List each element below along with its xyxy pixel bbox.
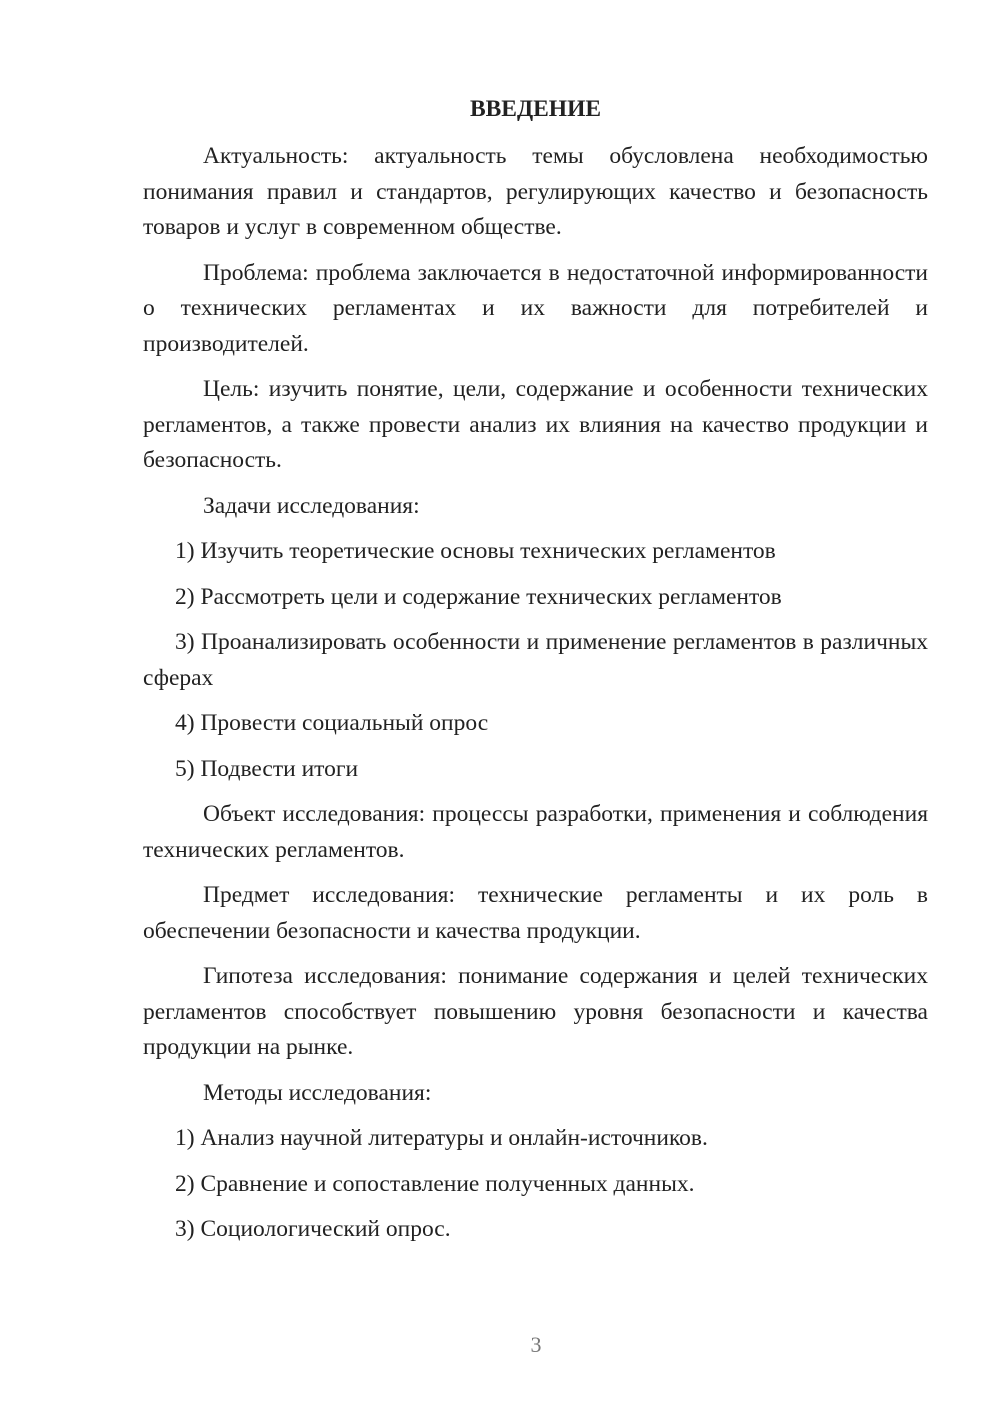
task-item-2: 2) Рассмотреть цели и содержание технических регламентов	[175, 583, 782, 610]
methods-title: Методы исследования:	[203, 1079, 432, 1106]
goal-paragraph: Цель: изучить понятие, цели, содержание и особенности технических регламентов, а также провести анализ их влияния на качество продукции и безопасность.	[143, 376, 928, 473]
hypothesis-paragraph: Гипотеза исследования: понимание содержания и целей технических регламентов способствует повышению уровня безопасности и качества продукции на рынке.	[143, 963, 928, 1060]
method-item-3: 3) Социологический опрос.	[175, 1216, 451, 1242]
task-item-4: 4) Провести социальный опрос	[175, 710, 489, 736]
subject-paragraph: Предмет исследования: технические регламенты и их роль в обеспечении безопасности и качества продукции.	[143, 882, 928, 944]
task-item-5: 5) Подвести итоги	[175, 755, 359, 782]
method-item-2: 2) Сравнение и сопоставление полученных данных.	[175, 1170, 695, 1197]
object-paragraph: Объект исследования: процессы разработки, применения и соблюдения технических регламентов.	[143, 801, 928, 863]
page-title: ВВЕДЕНИЕ	[469, 96, 602, 122]
method-item-1: 1) Анализ научной литературы и онлайн-источников.	[175, 1125, 708, 1151]
tasks-title: Задачи исследования:	[203, 492, 420, 519]
document-body	[143, 92, 928, 1258]
problem-paragraph: Проблема: проблема заключается в недостаточной информированности о технических регламентах и их важности для потребителей и производителей.	[143, 259, 928, 357]
relevance-paragraph: Актуальность: актуальность темы обусловлена необходимостью понимания правил и стандартов, регулирующих качество и безопасность товаров и услуг в современном обществе.	[143, 143, 928, 240]
page-number: 3	[530, 1332, 542, 1357]
task-item-1: 1) Изучить теоретические основы технических регламентов	[175, 538, 776, 564]
task-item-3: 3) Проанализировать особенности и применение регламентов в различных сферах	[143, 629, 928, 691]
